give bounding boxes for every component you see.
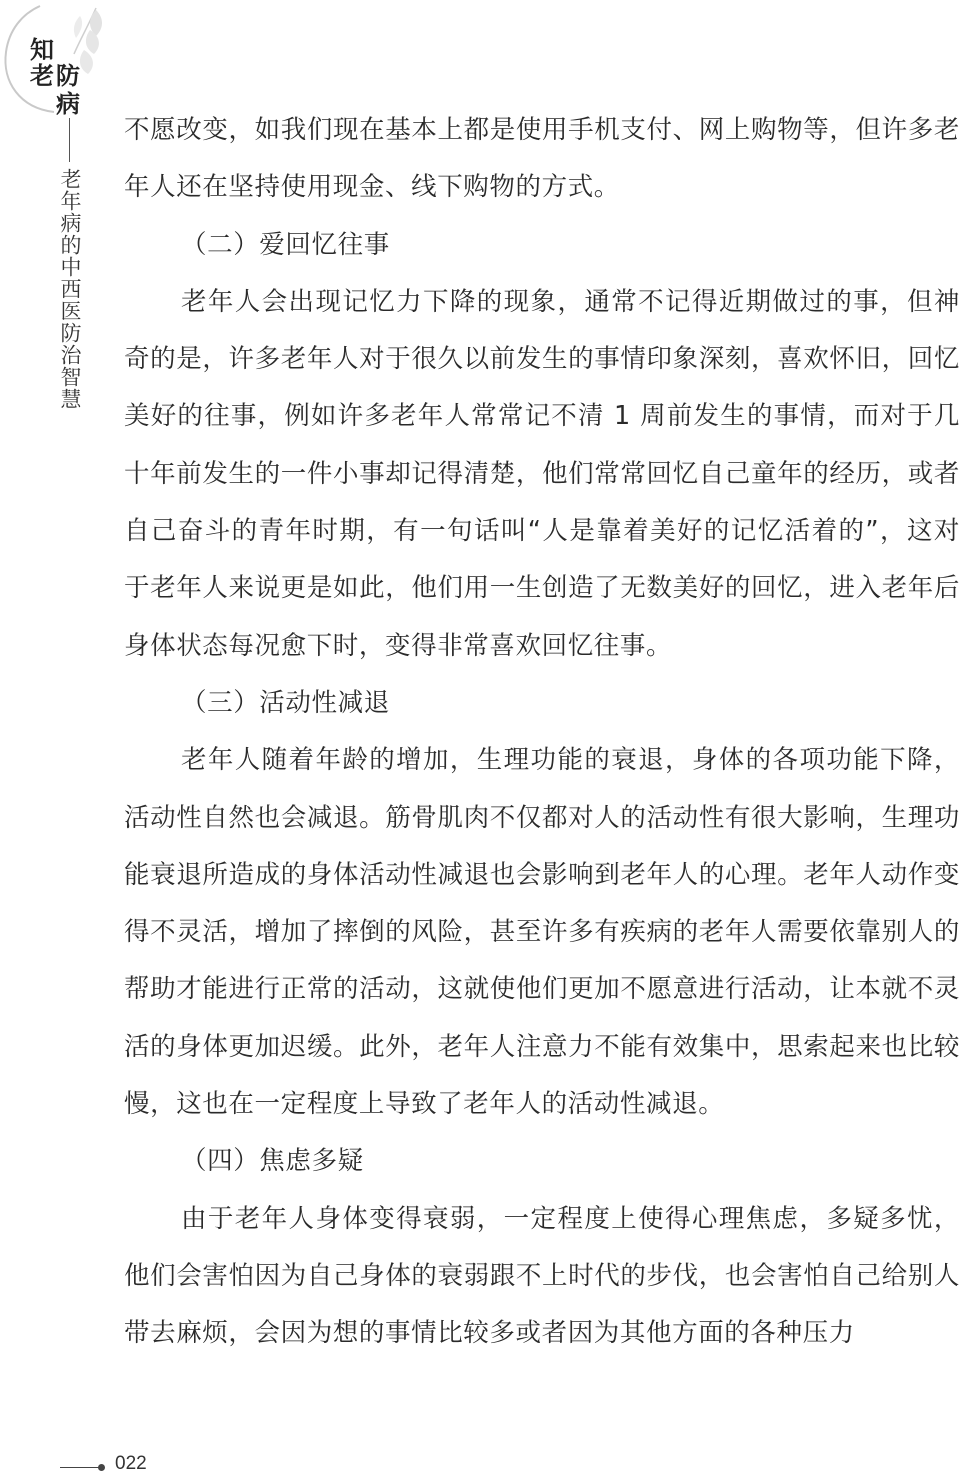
footer-dot-icon: [98, 1464, 105, 1471]
body-paragraph: 不愿改变，如我们现在基本上都是使用手机支付、网上购物等，但许多老年人还在坚持使用现金、线下购物的方式。: [124, 115, 960, 203]
section-heading: （三）活动性减退: [181, 687, 390, 718]
page-number: 022: [115, 1453, 147, 1474]
page-body: [124, 102, 960, 1363]
section-heading: （四）焦虑多疑: [181, 1146, 364, 1177]
book-logo: [0, 0, 112, 116]
logo-char-bing: 病: [56, 89, 80, 118]
running-title: 老年病的中西医防治智慧: [58, 168, 82, 410]
body-paragraph: 老年人会出现记忆力下降的现象，通常不记得近期做过的事，但神奇的是，许多老年人对于很久以前发生的事情印象深刻，喜欢怀旧，回忆美好的往事，例如许多老年人常常记不清 1 周前发生的事情，而对于几十年前发生的一件小事却记得清楚，他们常常回忆自己童年的经历，或者自己奋斗的青年时期，有一句话叫“人是靠着美好的记忆活着的”，这对于老年人来说更是如此，他们用一生创造了无数美好的回忆，进入老年后身体状态每况愈下时，变得非常喜欢回忆往事。: [124, 286, 960, 661]
section-heading: （二）爱回忆往事: [181, 229, 390, 260]
logo-char-fang: 防: [56, 61, 80, 90]
logo-char-zhi: 知: [30, 35, 54, 64]
logo-char-lao: 老: [30, 61, 54, 90]
footer-rule: [60, 1467, 100, 1468]
body-paragraph: 老年人随着年龄的增加，生理功能的衰退，身体的各项功能下降，活动性自然也会减退。筋骨肌肉不仅都对人的活动性有很大影响，生理功能衰退所造成的身体活动性减退也会影响到老年人的心理。老年人动作变得不灵活，增加了摔倒的风险，甚至许多有疾病的老年人需要依靠别人的帮助才能进行正常的活动，这就使他们更加不愿意进行活动，让本就不灵活的身体更加迟缓。此外，老年人注意力不能有效集中，思索起来也比较慢，这也在一定程度上导致了老年人的活动性减退。: [124, 745, 960, 1120]
body-paragraph: 由于老年人身体变得衰弱，一定程度上使得心理焦虑，多疑多忧，他们会害怕因为自己身体的衰弱跟不上时代的步伐，也会害怕自己给别人带去麻烦，会因为想的事情比较多或者因为其他方面的各种压力: [124, 1203, 960, 1349]
side-divider: [69, 118, 70, 162]
